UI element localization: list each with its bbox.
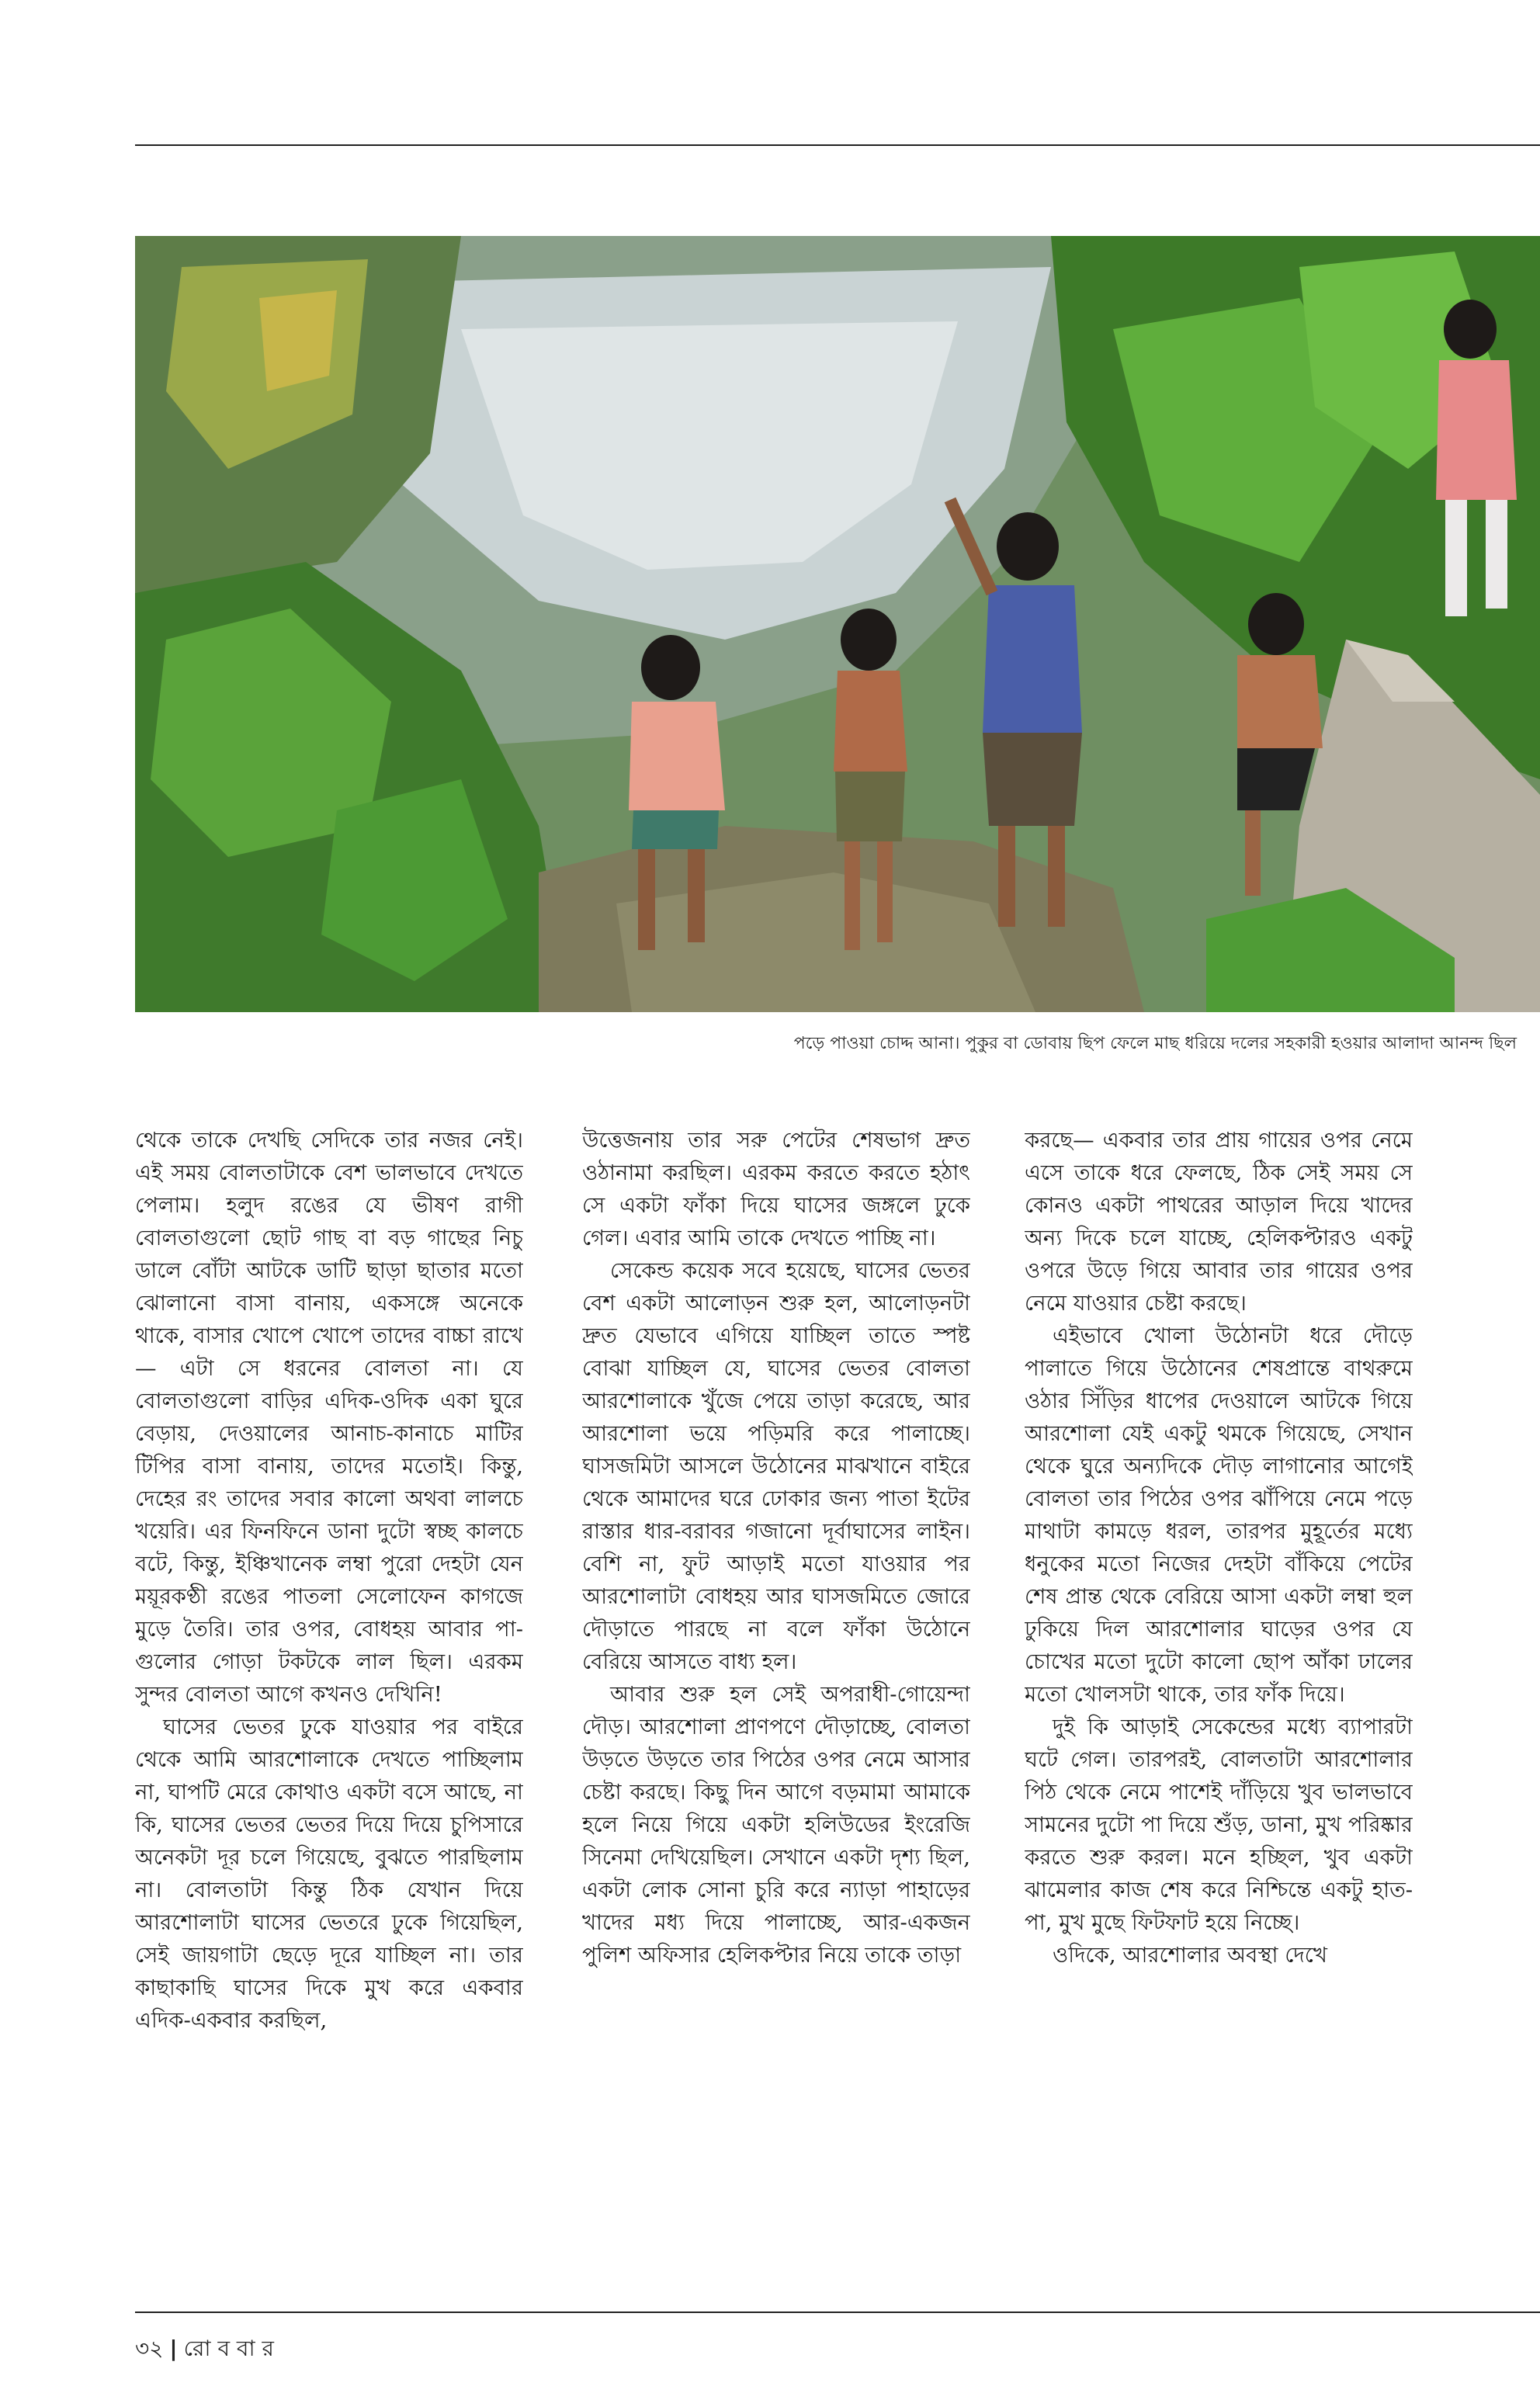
paragraph: আবার শুরু হল সেই অপরাধী-গোয়েন্দা দৌড়। আরশোলা প্রাণপণে দৌড়াচ্ছে, বোলতা উড়তে উড়তে তার পিঠের ওপর নেমে আসার চেষ্টা করছে। কিছু দিন আগে বড়মামা আমাকে হলে নিয়ে গিয়ে একটা হলিউডের ইংরেজি সিনেমা দেখিয়েছিল। সেখানে একটা দৃশ্য ছিল, একটা লোক সোনা চুরি করে ন্যাড়া পাহাড়ের খাদের মধ্য দিয়ে পালাচ্ছে, আর-একজন পুলিশ অফিসার হেলিকপ্টার নিয়ে তাকে তাড়া — [582, 1682, 970, 1968]
paragraph: থেকে তাকে দেখছি সেদিকে তার নজর নেই। এই সময় বোলতাটাকে বেশ ভালভাবে দেখতে পেলাম। হলুদ রঙের যে ভীষণ রাগী বোলতাগুলো ছোট গাছ বা বড় গাছের নিচু ডালে বোঁটা আটকে ডাটি ছাড়া ছাতার মতো ঝোলানো বাসা বানায়, একসঙ্গে অনেকে থাকে, বাসার খোপে খোপে তাদের বাচ্চা রাখে— এটা সে ধরনের বোলতা না। যে বোলতাগুলো বাড়ির এদিক-ওদিক একা ঘুরে বেড়ায়, দেওয়ালের আনাচ-কানাচে মাটির টিপির বাসা বানায়, তাদের মতোই। কিন্তু, দেহের রং তাদের সবার কালো অথবা লালচে খয়েরি। এর ফিনফিনে ডানা দুটো স্বচ্ছ কালচে বটে, কিন্তু, ইঞ্চিখানেক লম্বা পুরো দেহটা যেন ময়ূরকণ্ঠী রঙের পাতলা সেলোফেন কাগজে মুড়ে তৈরি। তার ওপর, বোধহয় আবার পা-গুলোর গোড়া টকটকে লাল ছিল। এরকম সুন্দর বোলতা আগে কখনও দেখিনি! — [135, 1128, 523, 1707]
article-column-1 — [135, 1124, 523, 2226]
paragraph: করছে— একবার তার প্রায় গায়ের ওপর নেমে এসে তাকে ধরে ফেলছে, ঠিক সেই সময় সে কোনও একটা পাথরের আড়াল দিয়ে খাদের অন্য দিকে চলে যাচ্ছে, হেলিকপ্টারও একটু ওপরে উড়ে গিয়ে আবার তার গায়ের ওপর নেমে যাওয়ার চেষ্টা করছে। — [1025, 1128, 1413, 1316]
paragraph: সেকেন্ড কয়েক সবে হয়েছে, ঘাসের ভেতর বেশ একটা আলোড়ন শুরু হল, আলোড়নটা দ্রুত যেভাবে এগিয়ে যাচ্ছিল তাতে স্পষ্ট বোঝা যাচ্ছিল যে, ঘাসের ভেতর বোলতা আরশোলাকে খুঁজে পেয়ে তাড়া করেছে, আর আরশোলা ভয়ে পড়িমরি করে পালাচ্ছে। ঘাসজমিটা আসলে উঠোনের মাঝখানে বাইরে থেকে আমাদের ঘরে ঢোকার জন্য পাতা ইটের রাস্তার ধার-বরাবর গজানো দূর্বাঘাসের লাইন। বেশি না, ফুট আড়াই মতো যাওয়ার পর আরশোলাটা বোধহয় আর ঘাসজমিতে জোরে দৌড়াতে পারছে না বলে ফাঁকা উঠোনে বেরিয়ে আসতে বাধ্য হল। — [582, 1258, 970, 1674]
paragraph: ওদিকে, আরশোলার অবস্থা দেখে — [1053, 1943, 1327, 1968]
bottom-rule — [135, 2311, 1540, 2313]
page-number: ৩২ — [135, 2336, 164, 2361]
magazine-name: রো ব বা র — [183, 2336, 274, 2361]
footer-separator: | — [169, 2336, 178, 2361]
top-rule — [135, 144, 1540, 146]
article-column-3 — [1025, 1124, 1413, 2226]
paragraph: এইভাবে খোলা উঠোনটা ধরে দৌড়ে পালাতে গিয়ে উঠোনের শেষপ্রান্তে বাথরুমে ওঠার সিঁড়ির ধাপের দেওয়ালে আটকে গিয়ে আরশোলা যেই একটু থমকে গিয়েছে, সেখান থেকে ঘুরে অন্যদিকে দৌড় লাগানোর আগেই বোলতা তার পিঠের ওপর ঝাঁপিয়ে নেমে পড়ে মাথাটা কামড়ে ধরল, তারপর মুহূর্তের মধ্যে ধনুকের মতো নিজের দেহটা বাঁকিয়ে পেটের শেষ প্রান্ত থেকে বেরিয়ে আসা একটা লম্বা হুল ঢুকিয়ে দিল আরশোলার ঘাড়ের ওপর যে চোখের মতো দুটো কালো ছোপ আঁকা ঢালের মতো খোলসটা থাকে, তার ফাঁক দিয়ে। — [1025, 1323, 1413, 1707]
page-footer — [135, 2335, 274, 2363]
paragraph: উত্তেজনায় তার সরু পেটের শেষভাগ দ্রুত ওঠানামা করছিল। এরকম করতে করতে হঠাৎ সে একটা ফাঁকা দিয়ে ঘাসের জঙ্গলে ঢুকে গেল। এবার আমি তাকে দেখতে পাচ্ছি না। — [582, 1128, 970, 1250]
paragraph: ঘাসের ভেতর ঢুকে যাওয়ার পর বাইরে থেকে আমি আরশোলাকে দেখতে পাচ্ছিলাম না, ঘাপটি মেরে কোথাও একটা বসে আছে, না কি, ঘাসের ভেতর ভেতর দিয়ে দিয়ে চুপিসারে অনেকটা দূর চলে গিয়েছে, বুঝতে পারছিলাম না। বোলতাটা কিন্তু ঠিক যেখান দিয়ে আরশোলাটা ঘাসের ভেতরে ঢুকে গিয়েছিল, সেই জায়গাটা ছেড়ে দূরে যাচ্ছিল না। তার কাছাকাছি ঘাসের দিকে মুখ করে একবার এদিক-একবার করছিল, — [135, 1715, 523, 2033]
photo-illustration — [135, 236, 1540, 1012]
article-column-2 — [582, 1124, 970, 2226]
article-photo — [135, 236, 1540, 1012]
photo-caption: পড়ে পাওয়া চোদ্দ আনা। পুকুর বা ডোবায় ছিপ ফেলে মাছ ধরিয়ে দলের সহকারী হওয়ার আলাদা আনন্দ ছিল — [793, 1034, 1517, 1053]
paragraph: দুই কি আড়াই সেকেন্ডের মধ্যে ব্যাপারটা ঘটে গেল। তারপরই, বোলতাটা আরশোলার পিঠ থেকে নেমে পাশেই দাঁড়িয়ে খুব ভালভাবে সামনের দুটো পা দিয়ে শুঁড়, ডানা, মুখ পরিষ্কার করতে শুরু করল। মনে হচ্ছিল, খুব একটা ঝামেলার কাজ শেষ করে নিশ্চিন্তে একটু হাত-পা, মুখ মুছে ফিটফাট হয়ে নিচ্ছে। — [1025, 1715, 1413, 1935]
